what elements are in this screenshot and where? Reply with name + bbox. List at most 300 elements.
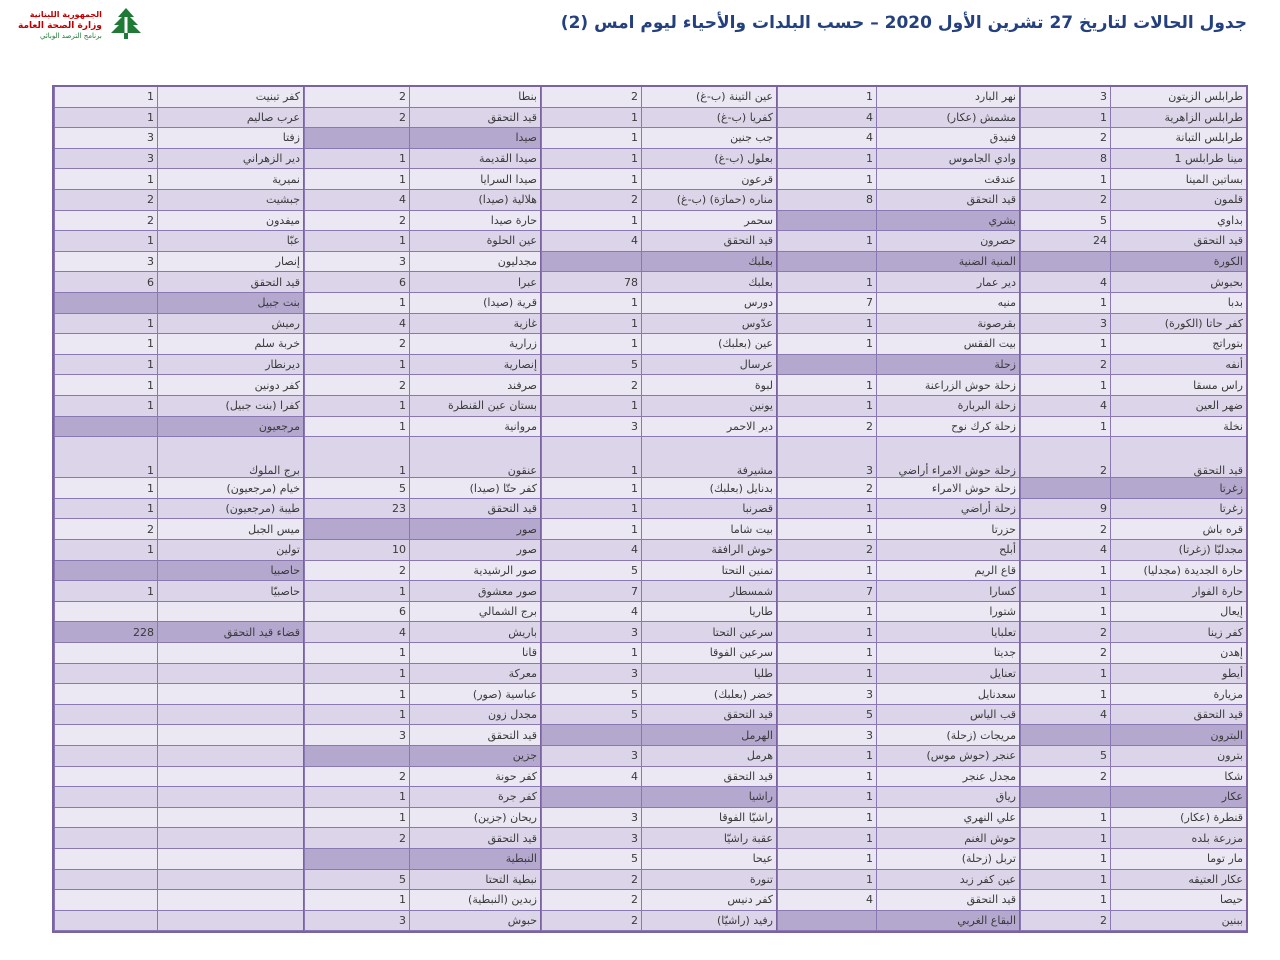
district-header-cell: البترون bbox=[1110, 725, 1246, 746]
case-count-cell: 1 bbox=[304, 149, 409, 170]
case-count-cell: 8 bbox=[777, 190, 876, 211]
empty-cell bbox=[157, 787, 303, 808]
town-name-cell: عندقت bbox=[876, 169, 1019, 190]
case-count-cell: 1 bbox=[304, 417, 409, 438]
case-count-cell: 2 bbox=[54, 211, 157, 232]
case-count-cell: 1 bbox=[1020, 684, 1110, 705]
town-name-cell: إهدن bbox=[1110, 643, 1246, 664]
ministry-logo bbox=[18, 5, 145, 47]
town-name-cell: دير عمار bbox=[876, 272, 1019, 293]
empty-cell bbox=[54, 725, 157, 746]
town-name-cell: كسارا bbox=[876, 581, 1019, 602]
case-count-cell: 1 bbox=[777, 375, 876, 396]
case-count-cell: 2 bbox=[541, 87, 641, 108]
case-count-cell: 1 bbox=[777, 664, 876, 685]
town-name-cell: شمسطار bbox=[641, 581, 776, 602]
town-name-cell: زرارية bbox=[409, 334, 540, 355]
case-count-cell: 2 bbox=[1020, 519, 1110, 540]
empty-cell bbox=[157, 890, 303, 911]
empty-cell bbox=[54, 643, 157, 664]
town-name-cell: زبدين (النبطية) bbox=[409, 890, 540, 911]
case-count-cell: 1 bbox=[777, 602, 876, 623]
case-count-cell: 1 bbox=[54, 314, 157, 335]
town-name-cell: مينا طرابلس 1 bbox=[1110, 149, 1246, 170]
town-name-cell: قلمون bbox=[1110, 190, 1246, 211]
empty-cell bbox=[157, 602, 303, 623]
town-name-cell: نميرية bbox=[157, 169, 303, 190]
empty-cell bbox=[157, 808, 303, 829]
town-name-cell: كفر تبنيت bbox=[157, 87, 303, 108]
case-count-cell: 3 bbox=[304, 911, 409, 932]
empty-cell bbox=[157, 746, 303, 767]
case-count-cell: 8 bbox=[1020, 149, 1110, 170]
case-count-cell: 5 bbox=[541, 849, 641, 870]
case-count-cell: 23 bbox=[304, 499, 409, 520]
town-name-cell: كفر حتّا (صيدا) bbox=[409, 478, 540, 499]
case-count-cell: 2 bbox=[304, 375, 409, 396]
town-name-cell: مناره (حمارَة) (ب-غ) bbox=[641, 190, 776, 211]
town-name-cell: قيد التحقق bbox=[1110, 437, 1246, 478]
town-name-cell: كفريا (ب-غ) bbox=[641, 108, 776, 129]
town-name-cell: عين كفر زبد bbox=[876, 870, 1019, 891]
town-name-cell: قب الياس bbox=[876, 705, 1019, 726]
case-count-cell: 1 bbox=[1020, 890, 1110, 911]
town-name-cell: بيت شاما bbox=[641, 519, 776, 540]
case-count-cell bbox=[54, 293, 157, 314]
case-count-cell: 5 bbox=[304, 478, 409, 499]
town-name-cell: مزيارة bbox=[1110, 684, 1246, 705]
empty-cell bbox=[54, 787, 157, 808]
town-name-cell: منيه bbox=[876, 293, 1019, 314]
case-count-cell: 3 bbox=[1020, 87, 1110, 108]
town-name-cell: أنفه bbox=[1110, 355, 1246, 376]
town-name-cell: كفر زينا bbox=[1110, 622, 1246, 643]
case-count-cell bbox=[777, 211, 876, 232]
case-count-cell: 1 bbox=[541, 108, 641, 129]
case-count-cell: 4 bbox=[541, 767, 641, 788]
town-name-cell: زفتا bbox=[157, 128, 303, 149]
case-count-cell: 1 bbox=[1020, 417, 1110, 438]
case-count-cell: 1 bbox=[304, 293, 409, 314]
empty-cell bbox=[54, 684, 157, 705]
town-name-cell: كفر حاتا (الكورة) bbox=[1110, 314, 1246, 335]
case-count-cell: 3 bbox=[304, 252, 409, 273]
case-count-cell bbox=[777, 252, 876, 273]
town-name-cell: صور معشوق bbox=[409, 581, 540, 602]
town-name-cell: سعدنايل bbox=[876, 684, 1019, 705]
town-name-cell: تولين bbox=[157, 540, 303, 561]
town-name-cell: مشيرفة bbox=[641, 437, 776, 478]
case-count-cell: 6 bbox=[304, 602, 409, 623]
town-name-cell: حارة الجديدة (مجدليا) bbox=[1110, 561, 1246, 582]
town-name-cell: بتوراتج bbox=[1110, 334, 1246, 355]
case-count-cell: 2 bbox=[1020, 622, 1110, 643]
case-count-cell: 2 bbox=[1020, 437, 1110, 478]
town-name-cell: رفيد (راشيّا) bbox=[641, 911, 776, 932]
town-name-cell: حبوش bbox=[409, 911, 540, 932]
town-name-cell: عيحا bbox=[641, 849, 776, 870]
case-count-cell: 1 bbox=[541, 128, 641, 149]
town-name-cell: بداوي bbox=[1110, 211, 1246, 232]
district-header-cell: صور bbox=[409, 519, 540, 540]
case-count-cell: 1 bbox=[1020, 293, 1110, 314]
case-count-cell: 1 bbox=[777, 849, 876, 870]
empty-cell bbox=[157, 684, 303, 705]
town-name-cell: زحلة حوش الزراعنة bbox=[876, 375, 1019, 396]
empty-cell bbox=[157, 767, 303, 788]
case-count-cell: 5 bbox=[304, 870, 409, 891]
town-name-cell: مزرعة بلده bbox=[1110, 828, 1246, 849]
case-count-cell: 1 bbox=[304, 581, 409, 602]
case-count-cell: 3 bbox=[541, 622, 641, 643]
case-count-cell: 4 bbox=[777, 108, 876, 129]
town-name-cell: بحبوش bbox=[1110, 272, 1246, 293]
case-count-cell: 1 bbox=[304, 890, 409, 911]
town-name-cell: طرابلس التبانة bbox=[1110, 128, 1246, 149]
case-count-cell: 2 bbox=[777, 478, 876, 499]
case-count-cell bbox=[1020, 252, 1110, 273]
table-column-group-2 bbox=[776, 87, 1019, 931]
case-count-cell: 1 bbox=[304, 231, 409, 252]
town-name-cell: طيبة (مرجعيون) bbox=[157, 499, 303, 520]
district-header-cell: عكار bbox=[1110, 787, 1246, 808]
town-name-cell: برج الشمالي bbox=[409, 602, 540, 623]
case-count-cell: 1 bbox=[54, 87, 157, 108]
case-count-cell: 5 bbox=[777, 705, 876, 726]
town-name-cell: خربة سلم bbox=[157, 334, 303, 355]
town-name-cell: يونين bbox=[641, 396, 776, 417]
empty-cell bbox=[157, 828, 303, 849]
town-name-cell: صور bbox=[409, 540, 540, 561]
town-name-cell: عين التينة (ب-غ) bbox=[641, 87, 776, 108]
case-count-cell: 4 bbox=[777, 890, 876, 911]
district-header-cell: بنت جبيل bbox=[157, 293, 303, 314]
case-count-cell: 1 bbox=[1020, 828, 1110, 849]
town-name-cell: سرعين التحتا bbox=[641, 622, 776, 643]
case-count-cell: 4 bbox=[541, 231, 641, 252]
empty-cell bbox=[54, 705, 157, 726]
town-name-cell: مجدل زون bbox=[409, 705, 540, 726]
town-name-cell: قيد التحقق bbox=[409, 499, 540, 520]
case-count-cell: 5 bbox=[1020, 746, 1110, 767]
town-name-cell: علي النهري bbox=[876, 808, 1019, 829]
case-count-cell: 9 bbox=[1020, 499, 1110, 520]
case-count-cell: 2 bbox=[777, 540, 876, 561]
town-name-cell: حوش الغنم bbox=[876, 828, 1019, 849]
case-count-cell: 2 bbox=[304, 561, 409, 582]
case-count-cell: 4 bbox=[1020, 540, 1110, 561]
case-count-cell: 1 bbox=[304, 437, 409, 478]
case-count-cell: 1 bbox=[777, 149, 876, 170]
town-name-cell: قره باش bbox=[1110, 519, 1246, 540]
case-count-cell: 2 bbox=[304, 767, 409, 788]
case-count-cell: 3 bbox=[1020, 314, 1110, 335]
case-count-cell: 3 bbox=[54, 252, 157, 273]
town-name-cell: قاع الريم bbox=[876, 561, 1019, 582]
case-count-cell: 1 bbox=[541, 519, 641, 540]
town-name-cell: عنقون bbox=[409, 437, 540, 478]
town-name-cell: قيد التحقق bbox=[876, 890, 1019, 911]
town-name-cell: نخلة bbox=[1110, 417, 1246, 438]
town-name-cell: ميس الجبل bbox=[157, 519, 303, 540]
case-count-cell: 1 bbox=[1020, 108, 1110, 129]
empty-cell bbox=[157, 725, 303, 746]
town-name-cell: سرعين الفوقا bbox=[641, 643, 776, 664]
town-name-cell: قانا bbox=[409, 643, 540, 664]
case-count-cell: 2 bbox=[1020, 767, 1110, 788]
district-header-cell: زغرتا bbox=[1110, 478, 1246, 499]
case-count-cell: 3 bbox=[777, 725, 876, 746]
district-header-cell: جزين bbox=[409, 746, 540, 767]
town-name-cell: عكار العتيقه bbox=[1110, 870, 1246, 891]
town-name-cell: طرابلس الزيتون bbox=[1110, 87, 1246, 108]
case-count-cell: 1 bbox=[541, 169, 641, 190]
case-count-cell: 2 bbox=[304, 334, 409, 355]
town-name-cell: وادي الجاموس bbox=[876, 149, 1019, 170]
district-header-cell: بشري bbox=[876, 211, 1019, 232]
case-count-cell: 1 bbox=[541, 211, 641, 232]
case-count-cell: 1 bbox=[54, 478, 157, 499]
town-name-cell: قيد التحقق bbox=[641, 767, 776, 788]
town-name-cell: تنورة bbox=[641, 870, 776, 891]
case-count-cell: 5 bbox=[541, 705, 641, 726]
case-count-cell: 3 bbox=[777, 437, 876, 478]
case-count-cell: 6 bbox=[304, 272, 409, 293]
town-name-cell: بدنايل (بعلبك) bbox=[641, 478, 776, 499]
case-count-cell: 1 bbox=[541, 643, 641, 664]
case-count-cell: 4 bbox=[777, 128, 876, 149]
town-name-cell: زحلة أراضي bbox=[876, 499, 1019, 520]
case-count-cell: 1 bbox=[541, 334, 641, 355]
town-name-cell: تمنين التحتا bbox=[641, 561, 776, 582]
town-name-cell: فنيدق bbox=[876, 128, 1019, 149]
case-count-cell: 1 bbox=[541, 437, 641, 478]
case-count-cell: 2 bbox=[541, 890, 641, 911]
case-count-cell: 2 bbox=[304, 87, 409, 108]
empty-cell bbox=[157, 705, 303, 726]
case-count-cell: 1 bbox=[777, 396, 876, 417]
town-name-cell: قيد التحقق bbox=[409, 828, 540, 849]
district-header-cell: الكورة bbox=[1110, 252, 1246, 273]
case-count-cell: 4 bbox=[1020, 396, 1110, 417]
case-count-cell: 3 bbox=[541, 828, 641, 849]
table-column-group-4 bbox=[303, 87, 540, 931]
case-count-cell: 1 bbox=[777, 622, 876, 643]
case-count-cell: 2 bbox=[541, 911, 641, 932]
empty-cell bbox=[157, 911, 303, 932]
town-name-cell: عرب صاليم bbox=[157, 108, 303, 129]
case-count-cell: 1 bbox=[304, 355, 409, 376]
case-count-cell: 4 bbox=[304, 314, 409, 335]
town-name-cell: بعلول (ب-غ) bbox=[641, 149, 776, 170]
town-name-cell: كفرا (بنت جبيل) bbox=[157, 396, 303, 417]
case-count-cell: 1 bbox=[54, 169, 157, 190]
case-count-cell: 1 bbox=[304, 664, 409, 685]
case-count-cell: 1 bbox=[1020, 808, 1110, 829]
case-count-cell: 2 bbox=[1020, 911, 1110, 932]
town-name-cell: قيد التحقق bbox=[409, 725, 540, 746]
district-header-cell: الهرمل bbox=[641, 725, 776, 746]
table-column-group-3 bbox=[540, 87, 776, 931]
empty-cell bbox=[54, 911, 157, 932]
town-name-cell: نهر البارد bbox=[876, 87, 1019, 108]
town-name-cell: صيدا السرايا bbox=[409, 169, 540, 190]
case-count-cell: 1 bbox=[777, 767, 876, 788]
empty-cell bbox=[157, 849, 303, 870]
town-name-cell: كفر حونة bbox=[409, 767, 540, 788]
town-name-cell: شكا bbox=[1110, 767, 1246, 788]
case-count-cell bbox=[541, 787, 641, 808]
case-count-cell: 1 bbox=[304, 705, 409, 726]
case-count-cell: 2 bbox=[54, 519, 157, 540]
town-name-cell: مجدليّا (زغرتا) bbox=[1110, 540, 1246, 561]
town-name-cell: مجدليون bbox=[409, 252, 540, 273]
town-name-cell: قيد التحقق bbox=[641, 705, 776, 726]
town-name-cell: حزرتا bbox=[876, 519, 1019, 540]
town-name-cell: إيعال bbox=[1110, 602, 1246, 623]
empty-cell bbox=[157, 870, 303, 891]
case-count-cell bbox=[304, 519, 409, 540]
town-name-cell: عبرا bbox=[409, 272, 540, 293]
case-count-cell: 3 bbox=[54, 149, 157, 170]
town-name-cell: دورس bbox=[641, 293, 776, 314]
case-count-cell: 3 bbox=[777, 684, 876, 705]
town-name-cell: عبّا bbox=[157, 231, 303, 252]
case-count-cell: 1 bbox=[777, 870, 876, 891]
district-header-cell: زحلة bbox=[876, 355, 1019, 376]
case-count-cell bbox=[1020, 478, 1110, 499]
empty-cell bbox=[54, 828, 157, 849]
town-name-cell: كفر دنيس bbox=[641, 890, 776, 911]
case-count-cell: 1 bbox=[777, 519, 876, 540]
case-count-cell: 1 bbox=[541, 499, 641, 520]
town-name-cell: ميفدون bbox=[157, 211, 303, 232]
empty-cell bbox=[54, 870, 157, 891]
case-count-cell: 10 bbox=[304, 540, 409, 561]
town-name-cell: بيت الفقس bbox=[876, 334, 1019, 355]
case-count-cell: 3 bbox=[541, 417, 641, 438]
case-count-cell: 1 bbox=[1020, 375, 1110, 396]
case-count-cell: 2 bbox=[304, 211, 409, 232]
town-name-cell: راشيّا الفوقا bbox=[641, 808, 776, 829]
case-count-cell: 2 bbox=[54, 190, 157, 211]
case-count-cell: 4 bbox=[304, 190, 409, 211]
town-name-cell: حاصبيّا bbox=[157, 581, 303, 602]
town-name-cell: مشمش (عكار) bbox=[876, 108, 1019, 129]
town-name-cell: مجدل عنجر bbox=[876, 767, 1019, 788]
town-name-cell: عباسية (صور) bbox=[409, 684, 540, 705]
case-count-cell: 1 bbox=[777, 561, 876, 582]
town-name-cell: دير الاحمر bbox=[641, 417, 776, 438]
case-count-cell: 4 bbox=[541, 540, 641, 561]
case-count-cell: 1 bbox=[777, 643, 876, 664]
case-count-cell: 1 bbox=[777, 787, 876, 808]
town-name-cell: زحلة البربارة bbox=[876, 396, 1019, 417]
case-count-cell: 1 bbox=[541, 293, 641, 314]
case-count-cell: 1 bbox=[777, 746, 876, 767]
case-count-cell: 3 bbox=[54, 128, 157, 149]
case-count-cell bbox=[777, 355, 876, 376]
town-name-cell: زغرتا bbox=[1110, 499, 1246, 520]
empty-cell bbox=[157, 643, 303, 664]
case-count-cell: 1 bbox=[54, 355, 157, 376]
district-header-cell: النبطية bbox=[409, 849, 540, 870]
empty-cell bbox=[54, 602, 157, 623]
case-count-cell: 5 bbox=[1020, 211, 1110, 232]
case-count-cell: 1 bbox=[1020, 334, 1110, 355]
town-name-cell: صرفند bbox=[409, 375, 540, 396]
town-name-cell: قيد التحقق bbox=[1110, 231, 1246, 252]
case-count-cell: 1 bbox=[1020, 849, 1110, 870]
town-name-cell: بنطا bbox=[409, 87, 540, 108]
town-name-cell: بقرصونة bbox=[876, 314, 1019, 335]
town-name-cell: راس مسقا bbox=[1110, 375, 1246, 396]
town-name-cell: هرمل bbox=[641, 746, 776, 767]
case-count-cell: 1 bbox=[304, 169, 409, 190]
town-name-cell: معركة bbox=[409, 664, 540, 685]
town-name-cell: ضهر العين bbox=[1110, 396, 1246, 417]
cases-table bbox=[52, 85, 1248, 933]
case-count-cell: 3 bbox=[541, 746, 641, 767]
town-name-cell: سحمر bbox=[641, 211, 776, 232]
town-name-cell: مروانية bbox=[409, 417, 540, 438]
case-count-cell: 1 bbox=[1020, 870, 1110, 891]
town-name-cell: مريجات (زحلة) bbox=[876, 725, 1019, 746]
town-name-cell: إنصارية bbox=[409, 355, 540, 376]
town-name-cell: غازية bbox=[409, 314, 540, 335]
town-name-cell: حوش الرافقة bbox=[641, 540, 776, 561]
town-name-cell: قيد التحقق bbox=[409, 108, 540, 129]
case-count-cell: 1 bbox=[54, 581, 157, 602]
town-name-cell: زحلة حوش الامراء bbox=[876, 478, 1019, 499]
town-name-cell: بساتين المينا bbox=[1110, 169, 1246, 190]
empty-cell bbox=[54, 808, 157, 829]
town-name-cell: قيد التحقق bbox=[1110, 705, 1246, 726]
case-count-cell bbox=[1020, 725, 1110, 746]
ministry-logo-text bbox=[18, 10, 102, 41]
case-count-cell: 1 bbox=[54, 334, 157, 355]
town-name-cell: بدبا bbox=[1110, 293, 1246, 314]
case-count-cell bbox=[1020, 787, 1110, 808]
town-name-cell: باريش bbox=[409, 622, 540, 643]
page-title: جدول الحالات لتاريخ 27 تشرين الأول 2020 – حسب البلدات والأحياء ليوم امس (2) bbox=[560, 13, 1247, 33]
case-count-cell: 2 bbox=[541, 870, 641, 891]
town-name-cell: صور الرشيدية bbox=[409, 561, 540, 582]
case-count-cell: 6 bbox=[54, 272, 157, 293]
case-count-cell: 2 bbox=[1020, 190, 1110, 211]
town-name-cell: تربل (زحلة) bbox=[876, 849, 1019, 870]
town-name-cell: نبطية التحتا bbox=[409, 870, 540, 891]
town-name-cell: حصرون bbox=[876, 231, 1019, 252]
table-column-group-1 bbox=[1019, 87, 1246, 931]
case-count-cell: 1 bbox=[777, 499, 876, 520]
empty-cell bbox=[54, 746, 157, 767]
logo-line-republic: الجمهورية اللبنانية bbox=[29, 10, 102, 20]
case-count-cell: 1 bbox=[777, 334, 876, 355]
town-name-cell: ريحان (جزين) bbox=[409, 808, 540, 829]
district-header-cell: البقاع الغربي bbox=[876, 911, 1019, 932]
case-count-cell: 1 bbox=[1020, 561, 1110, 582]
town-name-cell: قيد التحقق bbox=[876, 190, 1019, 211]
logo-line-program: برنامج الترصد الوبائي bbox=[40, 32, 102, 41]
town-name-cell: صيدا القديمة bbox=[409, 149, 540, 170]
case-count-cell bbox=[304, 746, 409, 767]
case-count-cell: 78 bbox=[541, 272, 641, 293]
district-header-cell: صيدا bbox=[409, 128, 540, 149]
town-name-cell: طرابلس الزاهرية bbox=[1110, 108, 1246, 129]
case-count-cell: 1 bbox=[541, 478, 641, 499]
case-count-cell: 1 bbox=[541, 396, 641, 417]
